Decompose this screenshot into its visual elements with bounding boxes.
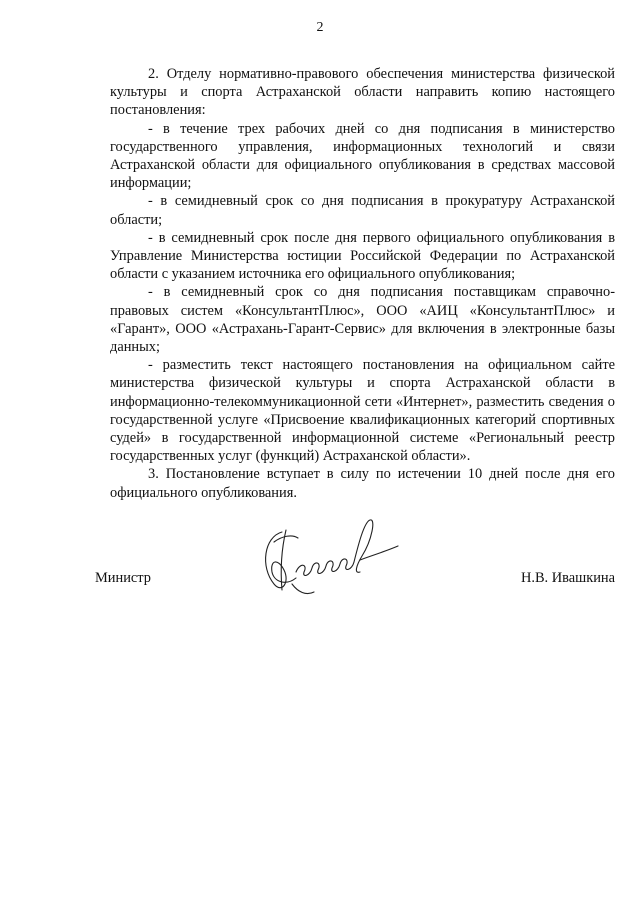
list-item-ministry: - в течение трех рабочих дней со дня подписания в министерство государственного управления, информационных технологий и связи Астраханской области для официального опубликования в средствах массовой информации; [110,120,615,192]
list-item-justice: - в семидневный срок после дня первого официального опубликования в Управление Министерства юстиции Российской Федерации по Астраханской области с указанием источника его официального опубликования; [110,229,615,283]
signature-block [95,562,615,592]
list-item-website: - разместить текст настоящего постановления на официальном сайте министерства физической культуры и спорта Астраханской области в информационно-телекоммуникационной сети «Интернет», разместить сведения о государственной услуге «Присвоение квалификационных категорий спортивных судей» в государственной информационной системе «Региональный реестр государственных услуг (функций) Астраханской области». [110,357,615,465]
document-body [110,65,615,502]
list-item-legal-systems: - в семидневный срок со дня подписания поставщикам справочно-правовых систем «КонсультантПлюс», ООО «АИЦ «КонсультантПлюс» и «Гарант», ООО «Астрахань-Гарант-Сервис» для включения в электронные базы данных; [110,284,615,356]
paragraph-2: 2. Отделу нормативно-правового обеспечения министерства физической культуры и спорта Астраханской области направить копию настоящего постановления: [110,66,615,119]
signer-title: Министр [95,570,151,586]
paragraph-3: 3. Постановление вступает в силу по истечении 10 дней после дня его официального опубликования. [110,466,615,501]
signer-name: Н.В. Ивашкина [520,570,615,586]
page-number: 2 [316,20,324,35]
list-item-prosecutor: - в семидневный срок со дня подписания в прокуратуру Астраханской области; [110,193,615,228]
